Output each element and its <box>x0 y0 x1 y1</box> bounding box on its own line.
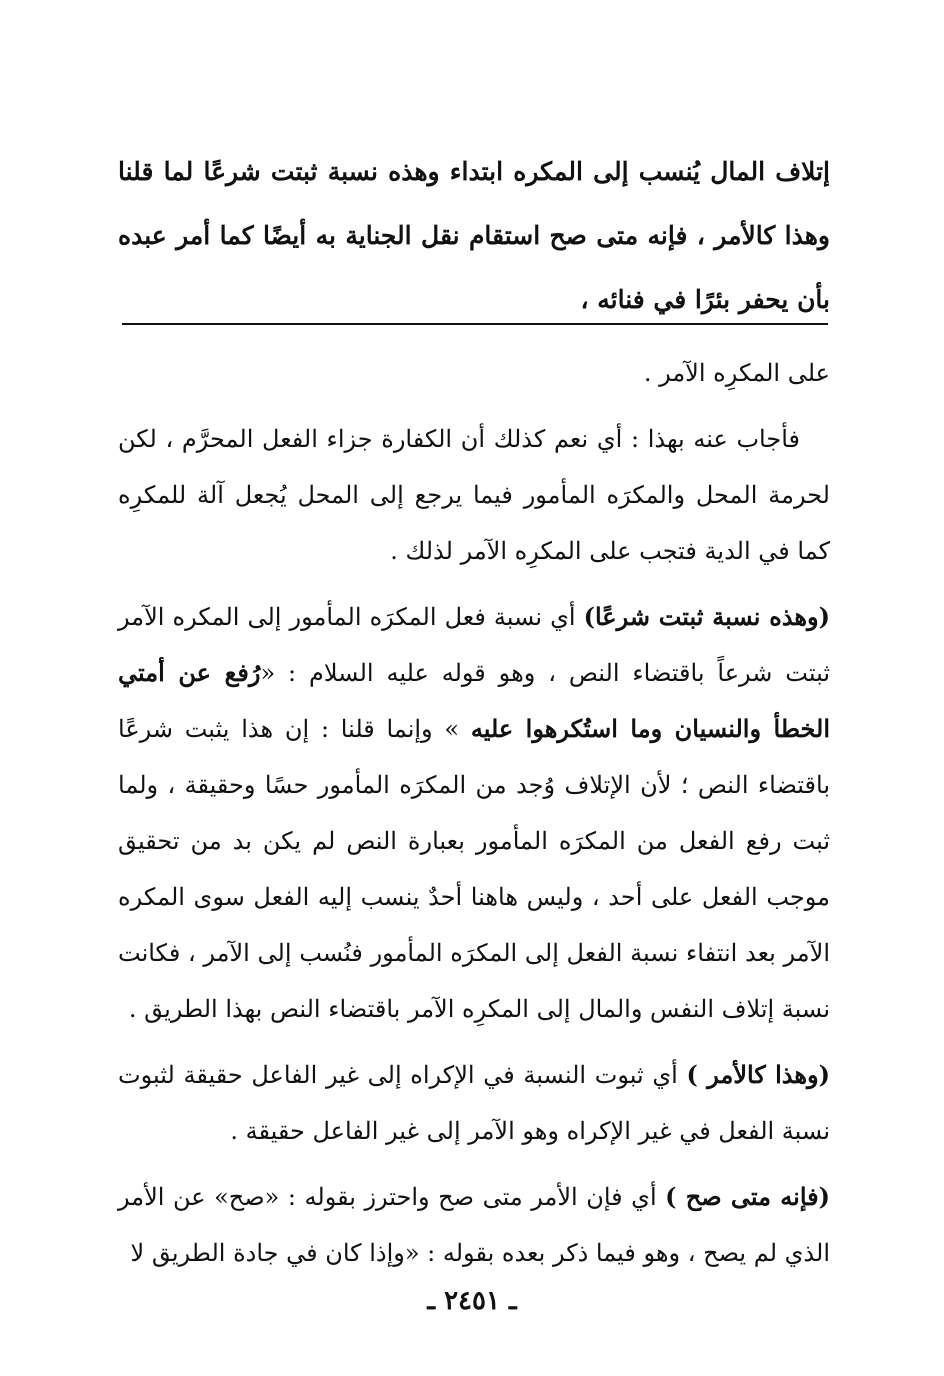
footnote-divider <box>122 323 828 325</box>
matn-paragraph: إتلاف المال يُنسب إلى المكره ابتداء وهذه نسبة ثبتت شرعًا لما قلنا وهذا كالأمر ، فإنه متى صح استقام نقل الجناية به أيضًا كما أمر عبده بأن يحفر بئرًا في فنائه ، <box>118 157 830 314</box>
sharh-paragraph-1 <box>118 345 830 401</box>
sharh-text-4: أي ثبوت النسبة في الإكراه إلى غير الفاعل حقيقة لثبوت نسبة الفعل في غير الإكراه وهو الآمر إلى غير الفاعل حقيقة . <box>118 1061 830 1145</box>
matn-text <box>118 140 830 332</box>
sharh-quote-5: (فإنه متى صح ) <box>665 1182 830 1211</box>
sharh-text-5: أي فإن الأمر متى صح واحترز بقوله : «صح» عن الأمر الذي لم يصح ، وهو فيما ذكر بعده بقوله : «وإذا كان في جادة الطريق لا <box>118 1183 830 1267</box>
sharh-paragraph-5 <box>118 1169 830 1281</box>
sharh-paragraph-4 <box>118 1047 830 1159</box>
sharh-text <box>118 345 830 1291</box>
sharh-paragraph-2 <box>118 411 830 579</box>
sharh-quote-4: (وهذا كالأمر ) <box>686 1060 830 1089</box>
sharh-text-2: فأجاب عنه بهذا : أي نعم كذلك أن الكفارة جزاء الفعل المحرَّم ، لكن لحرمة المحل والمكرَه المأمور فيما يرجع إلى المحل يُجعل آلة للمكرِه كما في الدية فتجب على المكرِه الآمر لذلك . <box>118 425 830 565</box>
sharh-text-3b: » وإنما قلنا : إن هذا يثبت شرعًا باقتضاء النص ؛ لأن الإتلاف وُجد من المكرَه المأمور حسًا وحقيقة ، ولما ثبت رفع الفعل من المكرَه المأمور بعبارة النص لم يكن بد من تحقيق موجب الفعل على أحد ، وليس هاهنا أحدٌ ينسب إليه الفعل سوى المكره الآمر بعد انتفاء نسبة الفعل إلى المكرَه المأمور فنُسب إلى الآمر ، فكانت نسبة إتلاف النفس والمال إلى المكرِه الآمر باقتضاء النص بهذا الطريق . <box>118 715 830 1023</box>
sharh-text-3a: أي نسبة فعل المكرَه المأمور إلى المكره الآمر ثبتت شرعاً باقتضاء النص ، وهو قوله عليه السلام : « <box>118 603 830 687</box>
sharh-paragraph-3 <box>118 589 830 1037</box>
page-number: ـ ٢٤٥١ ـ <box>427 1286 517 1316</box>
sharh-text-1: على المكرِه الآمر . <box>643 359 830 387</box>
sharh-quote-3: (وهذه نسبة ثبتت شرعًا) <box>583 602 830 631</box>
hadith-quote: رُفع عن أمتي الخطأ والنسيان وما استُكرهوا عليه <box>118 658 830 743</box>
